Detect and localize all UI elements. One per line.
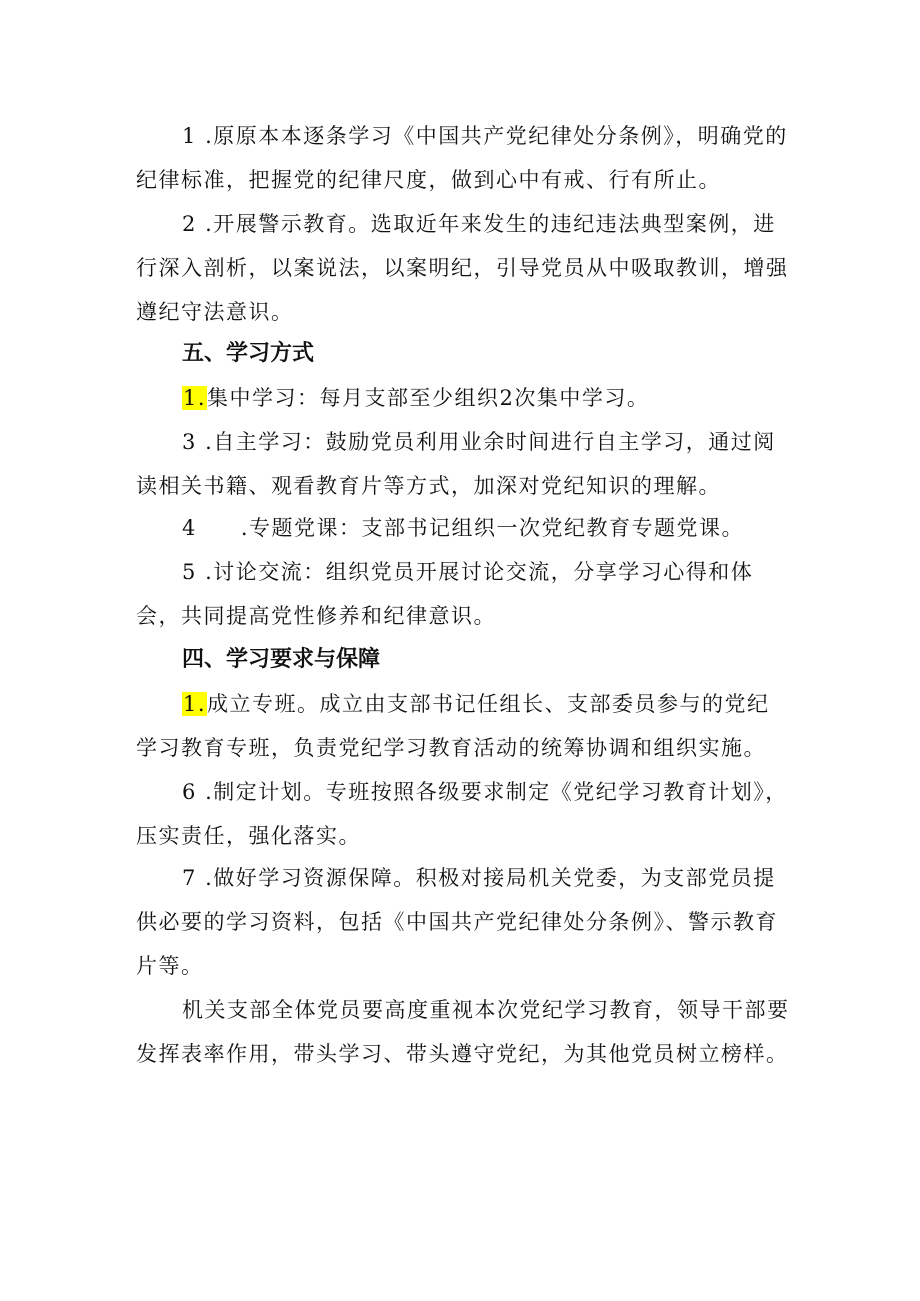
paragraph-text: 机关支部全体党员要高度重视本次党纪学习教育，领导干部要发挥表率作用，带头学习、带头遵守党纪，为其他党员树立榜样。	[136, 998, 790, 1066]
paragraph-task-force	[136, 682, 792, 770]
item-number: 4	[182, 516, 197, 540]
paragraph-make-plan	[136, 770, 792, 858]
paragraph-self-study	[136, 420, 792, 508]
highlighted-item-number: 1.	[183, 386, 207, 410]
paragraph-text: .制定计划。专班按照各级要求制定《党纪学习教育计划》，压实责任，强化落实。	[136, 780, 788, 848]
highlighted-item-number: 1.	[183, 692, 207, 716]
paragraph-text: .专题党课：支部书记组织一次党纪教育专题党课。	[240, 516, 745, 540]
paragraph-text: .讨论交流：组织党员开展讨论交流，分享学习心得和体会，共同提高党性修养和纪律意识。	[136, 560, 754, 628]
item-number: 1	[182, 124, 197, 148]
paragraph-resource-support	[136, 856, 792, 988]
paragraph-text: .做好学习资源保障。积极对接局机关党委，为支部党员提供必要的学习资料，包括《中国共产党纪律处分条例》、警示教育片等。	[136, 866, 778, 978]
item-number: 3	[182, 430, 197, 454]
paragraph-warning-education	[136, 202, 792, 334]
item-number: 7	[182, 866, 197, 890]
paragraph-study-regulations	[136, 114, 792, 202]
section-heading-requirements: 四、学习要求与保障	[182, 647, 381, 672]
paragraph-discussion	[136, 550, 792, 638]
section-heading-study-methods: 五、学习方式	[182, 341, 315, 366]
paragraph-text: 集中学习：每月支部至少组织2次集中学习。	[207, 386, 650, 410]
paragraph-closing	[136, 988, 792, 1076]
item-number: 5	[182, 560, 197, 584]
item-number: 6	[182, 780, 197, 804]
paragraph-text: 成立专班。成立由支部书记任组长、支部委员参与的党纪学习教育专班，负责党纪学习教育活动的统筹协调和组织实施。	[136, 692, 770, 760]
paragraph-text: .开展警示教育。选取近年来发生的违纪违法典型案例，进行深入剖析，以案说法，以案明纪，引导党员从中吸取教训，增强遵纪守法意识。	[136, 212, 789, 324]
paragraph-centralized-study	[136, 376, 792, 420]
item-number: 2	[182, 212, 197, 236]
paragraph-text: .原原本本逐条学习《中国共产党纪律处分条例》，明确党的纪律标准，把握党的纪律尺度，做到心中有戒、行有所止。	[136, 124, 788, 192]
paragraph-text: .自主学习：鼓励党员利用业余时间进行自主学习，通过阅读相关书籍、观看教育片等方式，加深对党纪知识的理解。	[136, 430, 776, 498]
paragraph-party-lecture	[136, 506, 792, 550]
